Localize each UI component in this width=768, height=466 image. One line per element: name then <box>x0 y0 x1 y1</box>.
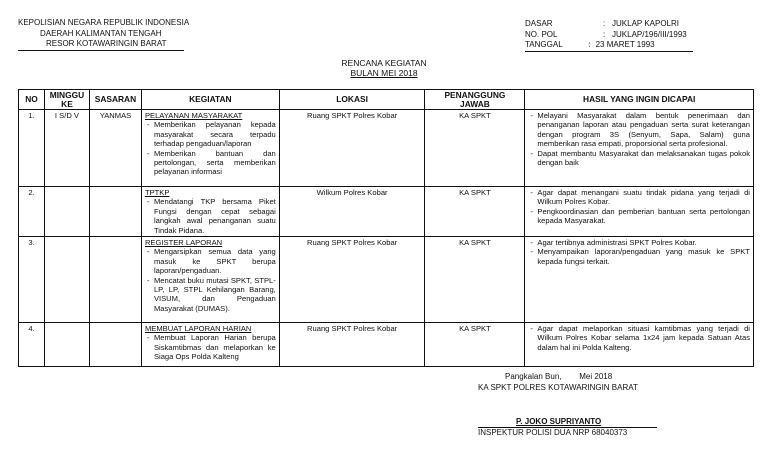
activity-item: - Membuat Laporan Harian berupa Siskamtibmas dan melaporkan ke Siaga Ops Polda Kalteng <box>154 333 276 361</box>
reference-row <box>525 40 693 52</box>
reference-key: NO. POL <box>525 29 558 39</box>
activity-item: - Memberikan bantuan dan pertolongan, serta memberikan pelayanan informasi <box>154 149 276 177</box>
cell-no: 3. <box>19 237 45 323</box>
result-item: - Dapat membantu Masyarakat dan melaksanakan tugas pokok dengan baik <box>537 149 750 168</box>
cell-kegiatan <box>141 323 279 367</box>
result-item: - Menyampaikan laporan/pengaduan yang masuk ke SPKT kepada fungsi terkait. <box>537 247 750 266</box>
reference-row <box>525 30 732 41</box>
table-row <box>19 323 754 367</box>
column-header-minggu: MINGGU KE <box>44 90 89 110</box>
reference-sep: : <box>588 40 591 49</box>
result-item: - Agar dapat menangani suatu tindak pidana yang terjadi di Wilkum Polres Kobar. <box>537 188 750 207</box>
cell-minggu <box>44 323 89 367</box>
cell-no: 2. <box>19 187 45 237</box>
activity-list <box>145 197 276 235</box>
table-row <box>19 237 754 323</box>
letterhead <box>18 18 189 51</box>
cell-no: 1. <box>19 110 45 187</box>
cell-kegiatan <box>141 237 279 323</box>
reference-value: JUKLAP/196/III/1993 <box>612 29 687 39</box>
activity-title: REGISTER LAPORAN <box>144 238 223 248</box>
reference-key: TANGGAL <box>525 40 563 49</box>
reference-block <box>525 19 732 52</box>
activity-list <box>145 120 276 176</box>
activity-title: PELAYANAN MASYARAKAT <box>144 111 243 120</box>
cell-hasil <box>525 110 754 187</box>
result-item: - Pengkoordinasian dan pemberian bantuan serta pertolongan kepada Masyarakat. <box>537 207 750 226</box>
activity-item: - Mencatat buku mutasi SPKT, STPL-LP, LP, STPL Kehilangan Barang, VISUM, dan Pengaduan Masyarakat (DUMAS). <box>154 276 276 314</box>
activity-title: TPTKP <box>144 188 170 197</box>
column-header-sasaran: SASARAN <box>89 90 141 110</box>
activity-list <box>145 247 276 313</box>
cell-minggu <box>44 237 89 323</box>
cell-penanggung-jawab: KA SPKT <box>425 187 525 237</box>
letterhead-line-2: DAERAH KALIMANTAN TENGAH <box>40 28 162 38</box>
cell-penanggung-jawab: KA SPKT <box>425 237 525 323</box>
column-header-no: NO <box>19 90 45 110</box>
result-item: - Agar tertibnya administrasi SPKT Polres Kobar. <box>537 238 750 247</box>
cell-kegiatan <box>141 187 279 237</box>
cell-lokasi: Ruang SPKT Polres Kobar <box>279 323 425 367</box>
signer-block <box>478 417 657 438</box>
cell-lokasi: Ruang SPKT Polres Kobar <box>279 110 425 187</box>
reference-key: DASAR <box>525 19 553 28</box>
cell-minggu: I S/D V <box>44 110 89 187</box>
title-line-1: RENCANA KEGIATAN <box>341 58 427 68</box>
column-header-hasil: HASIL YANG INGIN DICAPAI <box>525 90 754 110</box>
place-date: Pangkalan Bun, Mei 2018 <box>505 372 613 381</box>
result-list <box>528 238 750 266</box>
cell-hasil <box>525 323 754 367</box>
letterhead-line-1: KEPOLISIAN NEGARA REPUBLIK INDONESIA <box>18 18 190 27</box>
cell-penanggung-jawab: KA SPKT <box>425 110 525 187</box>
result-list <box>528 188 750 226</box>
cell-sasaran <box>89 187 141 237</box>
cell-no: 4. <box>19 323 45 367</box>
signature-block <box>478 371 638 393</box>
signer-rank: INSPEKTUR POLISI DUA NRP 68040373 <box>478 427 657 438</box>
cell-lokasi: Wilkum Polres Kobar <box>279 187 425 237</box>
table-row <box>19 187 754 237</box>
letterhead-line-3: RESOR KOTAWARINGIN BARAT <box>18 39 184 51</box>
cell-sasaran <box>89 237 141 323</box>
reference-row <box>525 19 732 30</box>
reference-value: 23 MARET 1993 <box>595 40 655 49</box>
reference-sep: : <box>603 19 606 28</box>
cell-minggu <box>44 187 89 237</box>
activity-title: MEMBUAT LAPORAN HARIAN <box>144 324 252 334</box>
table-row <box>19 110 754 187</box>
activity-list <box>145 333 276 361</box>
cell-penanggung-jawab: KA SPKT <box>425 323 525 367</box>
cell-sasaran <box>89 323 141 367</box>
cell-hasil <box>525 187 754 237</box>
signer-position: KA SPKT POLRES KOTAWARINGIN BARAT <box>478 383 638 392</box>
signer-name: P. JOKO SUPRIYANTO <box>516 417 602 426</box>
title-line-2: BULAN MEI 2018 <box>350 68 418 78</box>
cell-kegiatan <box>141 110 279 187</box>
result-list <box>528 111 750 167</box>
activity-plan-table <box>18 89 754 367</box>
reference-sep: : <box>603 29 606 39</box>
column-header-penanggung-jawab: PENANGGUNG JAWAB <box>425 90 525 110</box>
cell-hasil <box>525 237 754 323</box>
table-header-row <box>19 90 754 110</box>
result-list <box>528 324 750 352</box>
result-item: - Agar dapat melaporkan situasi kamtibmas yang terjadi di Wilkum Polres Kobar selama 1x24 jam kepada Satuan Atas dalam hal ini Polda Kalteng. <box>537 324 750 352</box>
cell-lokasi: Ruang SPKT Polres Kobar <box>279 237 425 323</box>
activity-item: - Mendatangi TKP bersama Piket Fungsi dengan cepat sebagai langkah awal penanganan suatu Tindak Pidana. <box>154 197 276 235</box>
column-header-kegiatan: KEGIATAN <box>141 90 279 110</box>
column-header-lokasi: LOKASI <box>279 90 425 110</box>
document-title <box>0 58 768 78</box>
reference-value: JUKLAP KAPOLRI <box>612 19 679 28</box>
cell-sasaran: YANMAS <box>89 110 141 187</box>
activity-item: - Mengarsipkan semua data yang masuk ke SPKT berupa laporan/pengaduan. <box>154 247 276 275</box>
activity-item: - Memberikan pelayanan kepada masyarakat secara terpadu terhadap pengaduan/laporan <box>154 120 276 148</box>
result-item: - Melayani Masyarakat dalam bentuk penerimaan dan penanganan laporan atau pengaduan serta surat keterangan dengan program 3S (Senyum, Sapa, Salam) guna memberikan rasa empati, proporsional serta profesional. <box>537 111 750 149</box>
